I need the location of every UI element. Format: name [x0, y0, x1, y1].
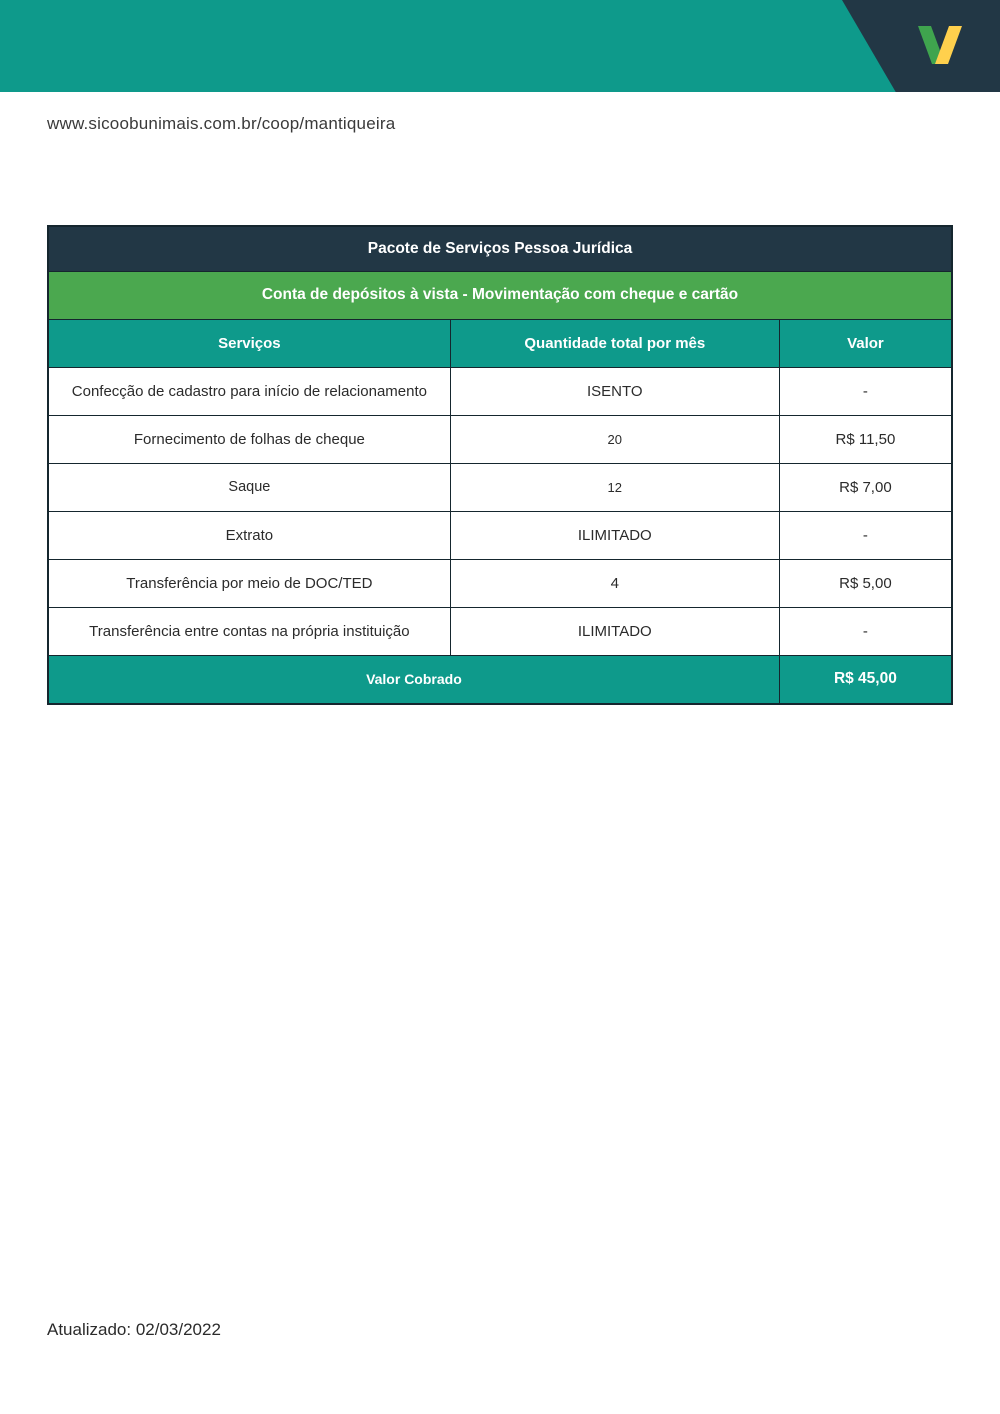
column-header-value: Valor — [779, 319, 952, 367]
service-cell: Fornecimento de folhas de cheque — [48, 415, 450, 463]
table-header-row — [48, 319, 952, 367]
table-subtitle: Conta de depósitos à vista - Movimentação com cheque e cartão — [48, 271, 952, 319]
table-row — [48, 559, 952, 607]
table-subtitle-row — [48, 271, 952, 319]
service-cell: Transferência entre contas na própria instituição — [48, 607, 450, 655]
updated-date-text: Atualizado: 02/03/2022 — [47, 1320, 221, 1339]
table-row — [48, 511, 952, 559]
table-row — [48, 415, 952, 463]
value-cell: - — [779, 367, 952, 415]
quantity-cell: 4 — [450, 559, 779, 607]
quantity-cell: ILIMITADO — [450, 511, 779, 559]
table-row — [48, 463, 952, 511]
total-label: Valor Cobrado — [48, 655, 779, 704]
column-header-services: Serviços — [48, 319, 450, 367]
table-row — [48, 367, 952, 415]
value-cell: R$ 5,00 — [779, 559, 952, 607]
table-title: Pacote de Serviços Pessoa Jurídica — [48, 226, 952, 271]
column-header-quantity: Quantidade total por mês — [450, 319, 779, 367]
table-title-row — [48, 226, 952, 271]
service-cell: Saque — [48, 463, 450, 511]
value-cell: R$ 7,00 — [779, 463, 952, 511]
quantity-cell: ILIMITADO — [450, 607, 779, 655]
service-cell: Confecção de cadastro para início de relacionamento — [48, 367, 450, 415]
fee-table — [47, 225, 953, 705]
value-cell: R$ 11,50 — [779, 415, 952, 463]
top-banner — [0, 0, 1000, 92]
quantity-cell: 20 — [450, 415, 779, 463]
quantity-cell: 12 — [450, 463, 779, 511]
table-row — [48, 607, 952, 655]
quantity-cell: ISENTO — [450, 367, 779, 415]
value-cell: - — [779, 607, 952, 655]
page-url-text: www.sicoobunimais.com.br/coop/mantiqueira — [47, 114, 396, 133]
total-value: R$ 45,00 — [779, 655, 952, 704]
service-cell: Transferência por meio de DOC/TED — [48, 559, 450, 607]
banner-corner-shape — [842, 0, 1000, 92]
value-cell: - — [779, 511, 952, 559]
service-cell: Extrato — [48, 511, 450, 559]
table-footer-row — [48, 655, 952, 704]
fee-table-container — [47, 225, 953, 705]
sicoob-logo-icon — [912, 22, 968, 68]
